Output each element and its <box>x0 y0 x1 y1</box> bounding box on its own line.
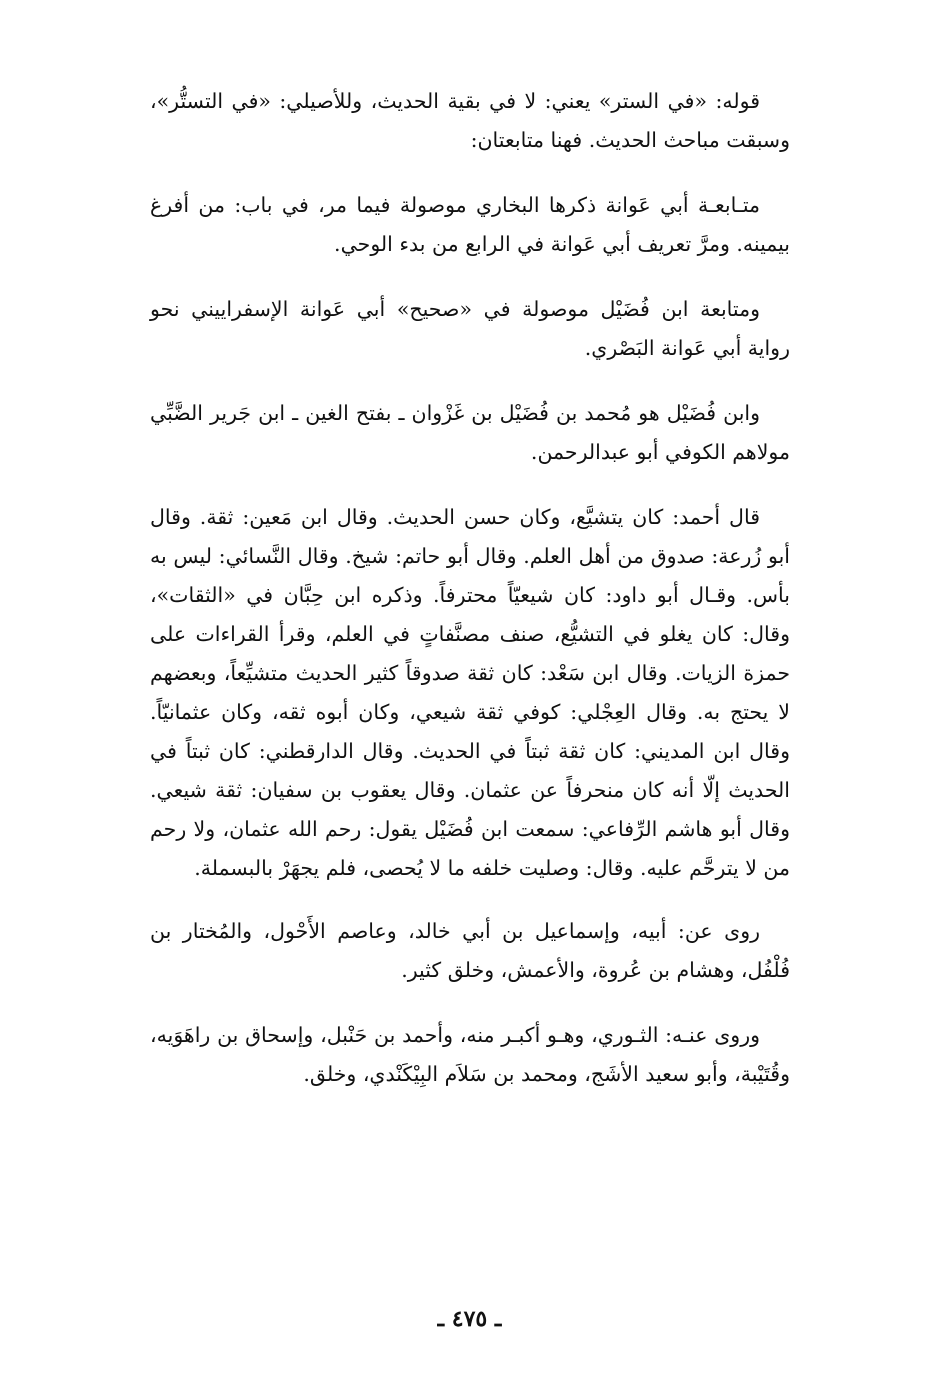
paragraph-2: متـابعـة أبي عَوانة ذكرها البخاري موصولة فيما مر، في باب: من أفرغ بيمينه. ومرَّ تعريف أبي عَوانة في الرابع من بدء الوحي. <box>150 193 790 256</box>
paragraph-5: قال أحمد: كان يتشيَّع، وكان حسن الحديث. وقال ابن مَعين: ثقة. وقال أبو زُرعة: صدوق من أهل العلم. وقال أبو حاتم: شيخ. وقال النَّسائي: ليس به بأس. وقـال أبو داود: كان شيعيّاً محترفاً. وذكره ابن حِبَّان في «الثقات»، وقال: كان يغلو في التشيُّع، صنف مصنَّفاتٍ في العلم، وقرأ القراءات على حمزة الزيات. وقال ابن سَعْد: كان ثقة صدوقاً كثير الحديث متشيِّعاً، وبعضهم لا يحتج به. وقال العِجْلي: كوفي ثقة شيعي، وكان أبوه ثقه، وكان عثمانيّاً. وقال ابن المديني: كان ثقة ثبتاً في الحديث. وقال الدارقطني: كان ثبتاً في الحديث إلّا أنه كان منحرفاً عن عثمان. وقال يعقوب بن سفيان: ثقة شيعي. وقال أبو هاشم الرِّفاعي: سمعت ابن فُضَيْل يقول: رحم الله عثمان، ولا رحم من لا يترحَّم عليه. وقال: وصليت خلفه ما لا يُحصى، فلم يجهَرْ بالبسملة. <box>150 505 791 880</box>
text-column <box>150 82 790 1120</box>
paragraph-1: قوله: «في الستر» يعني: لا في بقية الحديث، وللأصيلي: «في التستُّر»، وسبقت مباحث الحديث. فهنا متابعتان: <box>150 89 790 152</box>
page-number: ـ ٤٧٥ ـ <box>437 1306 502 1332</box>
paragraph-7: وروى عنـه: الثـوري، وهـو أكبـر منه، وأحمد بن حَنْبل، وإسحاق بن راهَوَيه، وقُتَيْبة، وأبو سعيد الأشَج، ومحمد بن سَلاَم البِيْكَنْدي، وخلق. <box>150 1023 790 1086</box>
paragraph-4: وابن فُضَيْل هو مُحمد بن فُضَيْل بن غَزْوان ـ بفتح الغين ـ ابن جَرير الضَّبِّي مولاهم الكوفي أبو عبدالرحمن. <box>150 401 790 464</box>
paragraph-6: روى عن: أبيه، وإسماعيل بن أبي خالد، وعاصم الأَحْول، والمُختار بن فُلْفُل، وهشام بن عُروة، والأعمش، وخلق كثير. <box>150 919 790 982</box>
paragraph-3: ومتابعة ابن فُضَيْل موصولة في «صحيح» أبي عَوانة الإسفراييني نحو رواية أبي عَوانة البَصْري. <box>150 297 790 360</box>
